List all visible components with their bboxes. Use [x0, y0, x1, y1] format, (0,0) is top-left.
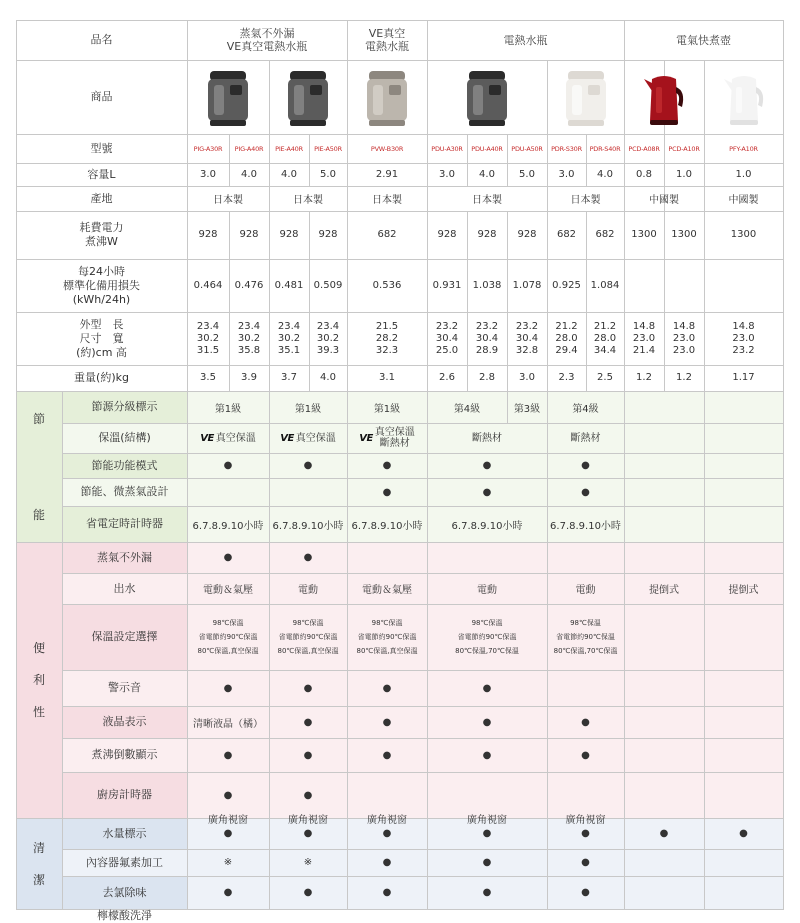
row-label-dimensions: 外型 長 尺寸 寬 (約)cm 高 [76, 317, 127, 359]
capacity-cell: 1.0 [676, 168, 692, 180]
timer-cell: 6.7.8.9.10小時 [192, 520, 264, 532]
dispense-cell: 電動 [575, 585, 596, 596]
standby-loss-cell: 0.476 [234, 279, 264, 291]
feature-dot: ● [581, 828, 590, 839]
feature-dot: ● [581, 486, 590, 498]
feature-label-water-level: 水量標示 [102, 826, 147, 840]
feature-dot: ● [223, 749, 233, 761]
model-cell: PVW-B30R [370, 144, 404, 153]
origin-cell: 日本製 [472, 195, 502, 206]
feature-label-boil-count: 煮沸倒數顯示 [91, 748, 158, 761]
dispense-cell: 提倒式 [649, 585, 679, 596]
standby-loss-cell: 1.078 [512, 279, 542, 291]
temp-select-cell: 98℃保溫 省電節約90℃保溫 80℃保溫,真空保溫 [197, 619, 259, 655]
category-header: VE真空 電熱水瓶 [365, 27, 409, 53]
product-image-pot-dark [198, 65, 258, 131]
feature-label-dispense: 出水 [113, 581, 136, 595]
capacity-cell: 0.8 [636, 168, 652, 180]
weight-cell: 3.5 [200, 372, 216, 383]
capacity-cell: 4.0 [241, 168, 257, 180]
insulation-cell [269, 423, 347, 453]
feature-label-eco-steam: 節能、微蒸氣設計 [80, 485, 169, 498]
row-label-origin: 產地 [90, 191, 113, 205]
capacity-cell: 4.0 [597, 168, 613, 180]
dimensions-cell: 14.8 23.0 21.4 [632, 320, 656, 356]
weight-cell: 3.9 [241, 372, 257, 383]
feature-label-no-steam: 蒸氣不外漏 [97, 550, 152, 564]
insulation-text: 真空保溫 [295, 432, 336, 444]
weight-cell: 3.1 [379, 372, 395, 383]
feature-label-temp-select: 保溫設定選擇 [91, 630, 158, 643]
power-cell: 682 [377, 229, 397, 240]
feature-dot: ● [482, 486, 492, 498]
origin-cell: 日本製 [293, 195, 323, 206]
power-cell: 1300 [631, 229, 657, 240]
feature-dot: ● [382, 749, 392, 761]
temp-select-cell: 98℃保溫 省電節約90℃保溫 80℃保溫,70℃保溫 [455, 619, 519, 655]
standby-loss-cell: 0.925 [552, 279, 581, 291]
dispense-cell: 電動 [477, 585, 497, 596]
capacity-cell: 2.91 [375, 168, 399, 180]
power-cell: 928 [437, 229, 457, 240]
feature-dot: ● [303, 887, 313, 898]
standby-loss-cell: 0.509 [313, 279, 343, 291]
feature-label-alarm: 警示音 [108, 681, 141, 694]
origin-cell: 中國製 [649, 195, 679, 206]
insulation-cell [187, 423, 269, 453]
feature-dot: ● [382, 682, 392, 694]
power-cell: 682 [556, 229, 577, 240]
capacity-cell: 3.0 [439, 168, 455, 180]
feature-label-citric: 檸檬酸洗淨 [97, 909, 152, 922]
feature-dot: ● [223, 460, 233, 471]
capacity-cell: 5.0 [519, 168, 535, 180]
origin-cell: 中國製 [728, 195, 759, 206]
energy-class-cell: 第1級 [373, 403, 401, 415]
product-image-kettle-white [714, 65, 774, 131]
feature-dot: ● [223, 828, 233, 839]
feature-dot: ● [382, 716, 392, 728]
dimensions-cell: 21.5 28.2 32.3 [375, 320, 399, 356]
origin-cell: 日本製 [213, 195, 243, 206]
weight-cell: 2.3 [558, 372, 575, 383]
lcd-text-cell: 清晰液晶（橘） [193, 718, 263, 730]
model-cell: PIG-A30R [193, 144, 223, 153]
insulation-cell [347, 423, 427, 453]
model-cell: PIG-A40R [234, 144, 264, 153]
feature-dot: ● [581, 749, 590, 761]
section-clean: 清 潔 [32, 840, 45, 887]
feature-dot: ● [482, 749, 492, 761]
dimensions-cell: 21.2 28.0 29.4 [555, 320, 578, 356]
weight-cell: 1.17 [732, 372, 755, 383]
product-image-pot-silver [357, 65, 417, 131]
model-cell: PDU-A40R [471, 144, 503, 153]
weight-cell: 2.5 [597, 372, 613, 383]
feature-dot: ● [482, 857, 492, 868]
power-cell: 928 [198, 229, 218, 240]
weight-cell: 3.0 [519, 372, 535, 383]
insulation-cell [427, 423, 547, 453]
temp-select-cell: 98℃保溫 省電節約90℃保溫 80℃保溫,真空保溫 [356, 619, 418, 655]
power-cell: 1300 [671, 229, 697, 240]
dimensions-cell: 23.2 30.4 32.8 [515, 320, 539, 356]
weight-cell: 4.0 [320, 372, 336, 383]
section-energy: 節 能 [32, 411, 45, 522]
energy-class-cell: 第1級 [214, 403, 242, 415]
feature-dot: ● [482, 682, 492, 694]
insulation-cell [547, 423, 624, 453]
power-cell: 928 [279, 229, 299, 240]
power-cell: 928 [239, 229, 259, 240]
energy-class-cell: 第1級 [294, 403, 322, 415]
feature-label-energy-class: 節源分級標示 [91, 400, 158, 413]
model-cell: PIE-A50R [314, 144, 342, 153]
feature-label-chlorine: 去氯除味 [102, 885, 147, 899]
feature-label-timer: 省電定時計時器 [86, 517, 163, 530]
standby-loss-cell: 0.481 [274, 279, 304, 291]
dispense-cell: 提倒式 [728, 585, 759, 596]
feature-label-kitchen-timer: 廚房計時器 [97, 788, 152, 801]
power-cell: 928 [318, 229, 338, 240]
chlorine-mark: ※ [223, 857, 233, 868]
power-cell: 682 [595, 229, 615, 240]
feature-dot: ● [223, 789, 233, 801]
feature-dot: ● [482, 887, 492, 898]
timer-cell: 6.7.8.9.10小時 [351, 520, 423, 532]
row-label-model: 型號 [90, 141, 113, 155]
capacity-cell: 3.0 [558, 168, 575, 180]
origin-cell: 日本製 [372, 195, 402, 206]
weight-cell: 3.7 [281, 372, 297, 383]
model-cell: PDU-A50R [511, 144, 543, 153]
capacity-cell: 4.0 [281, 168, 297, 180]
model-cell: PDR-S40R [589, 144, 621, 153]
dimensions-cell: 21.2 28.0 34.4 [593, 320, 617, 356]
model-cell: PDU-A30R [431, 144, 463, 153]
feature-dot: ● [382, 460, 392, 471]
feature-dot: ● [223, 552, 233, 563]
product-image-kettle-red [634, 65, 694, 131]
model-cell: PFY-A10R [729, 144, 758, 153]
dimensions-cell: 23.4 30.2 35.1 [277, 320, 301, 356]
standby-loss-cell: 0.536 [372, 279, 402, 291]
row-label-capacity: 容量L [87, 167, 116, 181]
feature-dot: ● [223, 682, 233, 694]
power-cell: 928 [477, 229, 497, 240]
dispense-cell: 電動 [298, 585, 318, 596]
row-label-weight: 重量(約)kg [74, 371, 129, 384]
temp-select-cell: 98℃保溫 省電節約90℃保溫 80℃保溫,真空保溫 [277, 619, 339, 655]
timer-cell: 6.7.8.9.10小時 [272, 520, 344, 532]
feature-dot: ● [223, 887, 233, 898]
row-label-power: 耗費電力 煮沸W [79, 221, 124, 248]
product-image-pot-white [556, 65, 616, 131]
dimensions-cell: 23.4 30.2 31.5 [196, 320, 220, 356]
feature-dot: ● [303, 828, 313, 839]
dimensions-cell: 23.4 30.2 39.3 [316, 320, 340, 356]
feature-dot: ● [303, 789, 313, 801]
capacity-cell: 5.0 [320, 168, 336, 180]
standby-loss-cell: 1.038 [472, 279, 502, 291]
insulation-text: 真空保溫 斷熱材 [374, 427, 415, 449]
dimensions-cell: 14.8 23.0 23.2 [732, 320, 755, 356]
timer-cell: 6.7.8.9.10小時 [451, 520, 523, 532]
dimensions-cell: 14.8 23.0 23.0 [672, 320, 696, 356]
power-cell: 928 [517, 229, 537, 240]
chlorine-mark: ※ [303, 857, 313, 868]
product-image-pot-dark [457, 65, 517, 131]
standby-loss-cell: 1.084 [590, 279, 620, 291]
model-cell: PCD-A10R [668, 144, 700, 153]
row-label-product: 商品 [90, 90, 113, 103]
feature-label-fluorine: 內容器氟素加工 [86, 855, 163, 869]
feature-dot: ● [382, 486, 392, 498]
feature-dot: ● [581, 857, 590, 868]
feature-dot: ● [303, 552, 313, 563]
energy-class-cell: 第4級 [572, 403, 599, 415]
insulation-text: 斷熱材 [472, 432, 502, 444]
feature-dot: ● [382, 887, 392, 898]
power-cell: 1300 [730, 229, 757, 240]
temp-select-cell: 98℃保溫 省電節約90℃保溫 80℃保溫,70℃保溫 [553, 619, 618, 655]
category-header: 電氣快煮壺 [676, 33, 731, 47]
insulation-text: 斷熱材 [570, 432, 601, 444]
weight-cell: 1.2 [636, 372, 652, 383]
capacity-cell: 1.0 [735, 168, 752, 180]
weight-cell: 2.8 [479, 372, 495, 383]
model-cell: PIE-A40R [275, 144, 303, 153]
feature-dot: ● [382, 857, 392, 868]
dimensions-cell: 23.2 30.4 28.9 [475, 320, 499, 356]
table-border-right [783, 20, 784, 909]
feature-dot: ● [303, 749, 313, 761]
row-label-standby_loss: 每24小時 標準化備用損失 (kWh/24h) [63, 264, 140, 306]
weight-cell: 1.2 [676, 372, 692, 383]
dimensions-cell: 23.4 30.2 35.8 [237, 320, 261, 356]
standby-loss-cell: 0.464 [193, 279, 223, 291]
category-header: 蒸氣不外漏 VE真空電熱水瓶 [226, 27, 308, 53]
capacity-cell: 3.0 [200, 168, 216, 180]
feature-dot: ● [482, 828, 492, 839]
feature-dot: ● [659, 828, 669, 839]
dimensions-cell: 23.2 30.4 25.0 [435, 320, 459, 356]
feature-dot: ● [482, 460, 492, 471]
energy-class-cell: 第3級 [513, 403, 541, 415]
ve-logo: VE [200, 432, 214, 444]
feature-label-eco-mode: 節能功能模式 [91, 458, 158, 472]
insulation-text: 真空保溫 [215, 432, 256, 444]
feature-dot: ● [739, 828, 748, 839]
weight-cell: 2.6 [439, 372, 455, 383]
timer-cell: 6.7.8.9.10小時 [550, 520, 621, 532]
origin-cell: 日本製 [570, 195, 601, 206]
standby-loss-cell: 0.931 [432, 279, 462, 291]
feature-dot: ● [303, 682, 313, 694]
feature-label-lcd: 液晶表示 [102, 715, 147, 728]
feature-dot: ● [482, 716, 492, 728]
product-image-pot-dark [278, 65, 338, 131]
dispense-cell: 電動＆氣壓 [362, 585, 412, 596]
feature-dot: ● [581, 887, 590, 898]
capacity-cell: 4.0 [479, 168, 495, 180]
feature-dot: ● [303, 716, 313, 728]
feature-dot: ● [581, 716, 590, 728]
row-label-category: 品名 [90, 33, 113, 46]
energy-class-cell: 第4級 [453, 403, 481, 415]
section-convenience: 便 利 性 [32, 641, 45, 719]
model-cell: PDR-S30R [551, 144, 582, 153]
feature-dot: ● [382, 828, 392, 839]
dispense-cell: 電動＆氣壓 [203, 585, 253, 596]
ve-logo: VE [280, 432, 294, 444]
ve-logo: VE [359, 432, 373, 444]
feature-dot: ● [581, 460, 590, 471]
feature-dot: ● [303, 460, 313, 471]
category-header: 電熱水瓶 [503, 33, 548, 47]
model-cell: PCD-A08R [628, 144, 660, 153]
feature-label-insulation: 保溫(結構) [98, 431, 151, 444]
